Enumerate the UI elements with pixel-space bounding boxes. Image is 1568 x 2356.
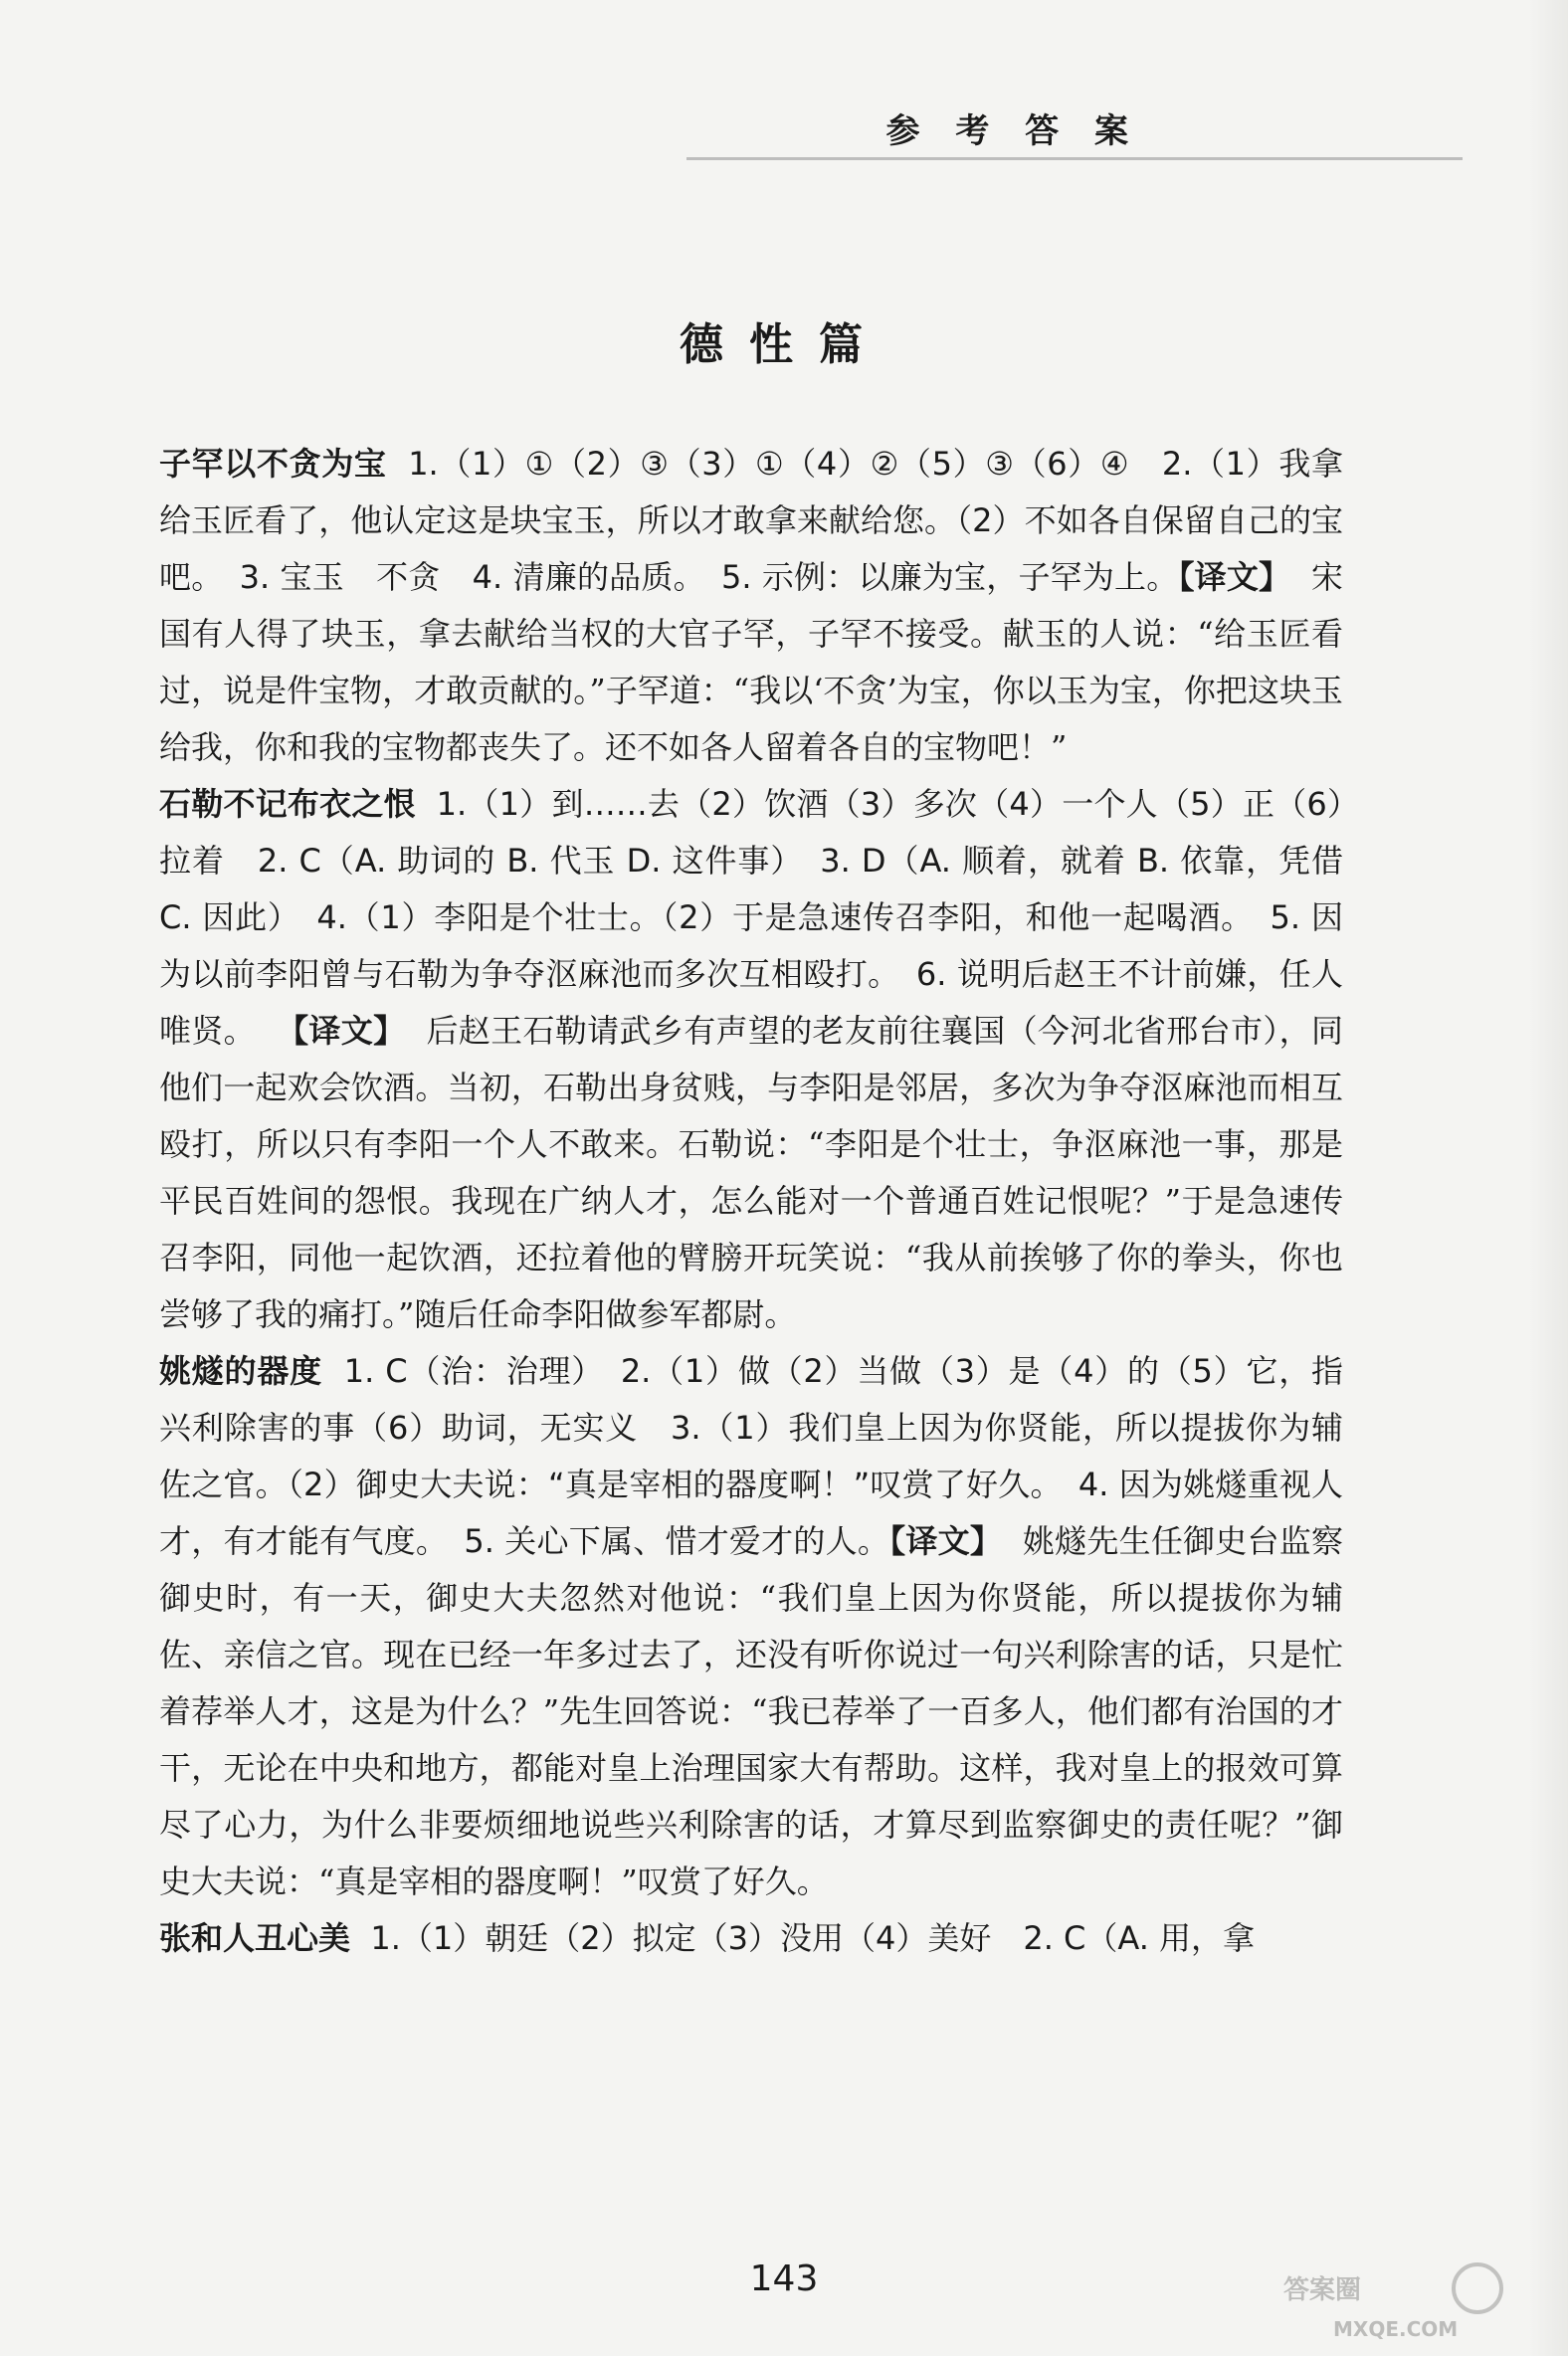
page-edge-shadow — [1528, 0, 1568, 2356]
entry-answers: 1. C（治：治理） 2.（1）做（2）当做（3）是（4）的（5）它，指兴利除害的事（6）助词，无实义 3.（1）我们皇上因为你贤能，所以提拔你为辅佐之官。（2）御史大夫说：“真是宰相的器度啊！”叹赏了好久。 4. 因为姚燧重视人才，有才能有气度。 5. 关心下属、惜才爱才的人。 — [159, 1352, 1343, 1560]
translation-tag: 【译文】 — [1178, 558, 1291, 596]
translation-tag: 【译文】 — [889, 1522, 1003, 1560]
entry-translation: 宋国有人得了块玉，拿去献给当权的大官子罕，子罕不接受。献玉的人说：“给玉匠看过，说是件宝物，才敢贡献的。”子罕道：“我以‘不贪’为宝，你以玉为宝，你把这块玉给我，你和我的宝物都丧失了。还不如各人留着各自的宝物吧！” — [159, 558, 1343, 766]
entry-zhanghe — [159, 1910, 1343, 1967]
translation-tag: 【译文】 — [277, 1012, 406, 1050]
entry-answers: 1.（1）朝廷（2）拟定（3）没用（4）美好 2. C（A. 用，拿 — [370, 1919, 1256, 1957]
page-number: 143 — [749, 2258, 819, 2299]
section-title: 德性篇 — [680, 319, 888, 370]
entry-title: 石勒不记布衣之恨 — [159, 785, 416, 823]
entry-title: 张和人丑心美 — [159, 1919, 351, 1957]
entry-yaosui — [159, 1343, 1343, 1910]
watermark-line2: MXQE.COM — [1333, 2317, 1459, 2341]
entry-shile — [159, 776, 1343, 1343]
entry-title: 姚燧的器度 — [159, 1352, 322, 1390]
entry-translation: 姚燧先生任御史台监察御史时，有一天，御史大夫忽然对他说：“我们皇上因为你贤能，所以提拔你为辅佐、亲信之官。现在已经一年多过去了，还没有听你说过一句兴利除害的话，只是忙着荐举人才，这是为什么？”先生回答说：“我已荐举了一百多人，他们都有治国的才干，无论在中央和地方，都能对皇上治理国家大有帮助。这样，我对皇上的报效可算尽了心力，为什么非要烦细地说些兴利除害的话，才算尽到监察御史的责任呢？”御史大夫说：“真是宰相的器度啊！”叹赏了好久。 — [159, 1522, 1343, 1900]
header-rule — [686, 157, 1463, 160]
entry-title: 子罕以不贪为宝 — [159, 445, 387, 483]
entry-translation: 后赵王石勒请武乡有声望的老友前往襄国（今河北省邢台市），同他们一起欢会饮酒。当初，石勒出身贫贱，与李阳是邻居，多次为争夺沤麻池而相互殴打，所以只有李阳一个人不敢来。石勒说：“李阳是个壮士，争沤麻池一事，那是平民百姓间的怨恨。我现在广纳人才，怎么能对一个普通百姓记恨呢？”于是急速传召李阳，同他一起饮酒，还拉着他的臂膀开玩笑说：“我从前挨够了你的拳头，你也尝够了我的痛打。”随后任命李阳做参军都尉。 — [159, 1012, 1343, 1333]
entry-zihan — [159, 436, 1343, 776]
entry-answers: 1.（1）①（2）③（3）①（4）②（5）③（6）④ 2.（1）我拿给玉匠看了，他认定这是块宝玉，所以才敢拿来献给您。（2）不如各自保留自己的宝吧。 3. 宝玉 不贪 4. 清廉的品质。 5. 示例：以廉为宝，子罕为上。 — [159, 445, 1343, 596]
entry-answers: 1.（1）到……去（2）饮酒（3）多次（4）一个人（5）正（6）拉着 2. C（A. 助词的 B. 代玉 D. 这件事） 3. D（A. 顺着，就着 B. 依靠，凭借 C. 因此） 4.（1）李阳是个壮士。（2）于是急速传召李阳，和他一起喝酒。 5. 因为以前李阳曾与石勒为争夺沤麻池而多次互相殴打。 6. 说明后赵王不计前嫌，任人唯贤。 — [159, 785, 1343, 1050]
watermark-logo — [1274, 2258, 1512, 2344]
running-header: 参 考 答 案 — [885, 111, 1140, 151]
watermark-line1: 答案圈 — [1283, 2275, 1362, 2305]
answer-body — [159, 436, 1343, 1967]
